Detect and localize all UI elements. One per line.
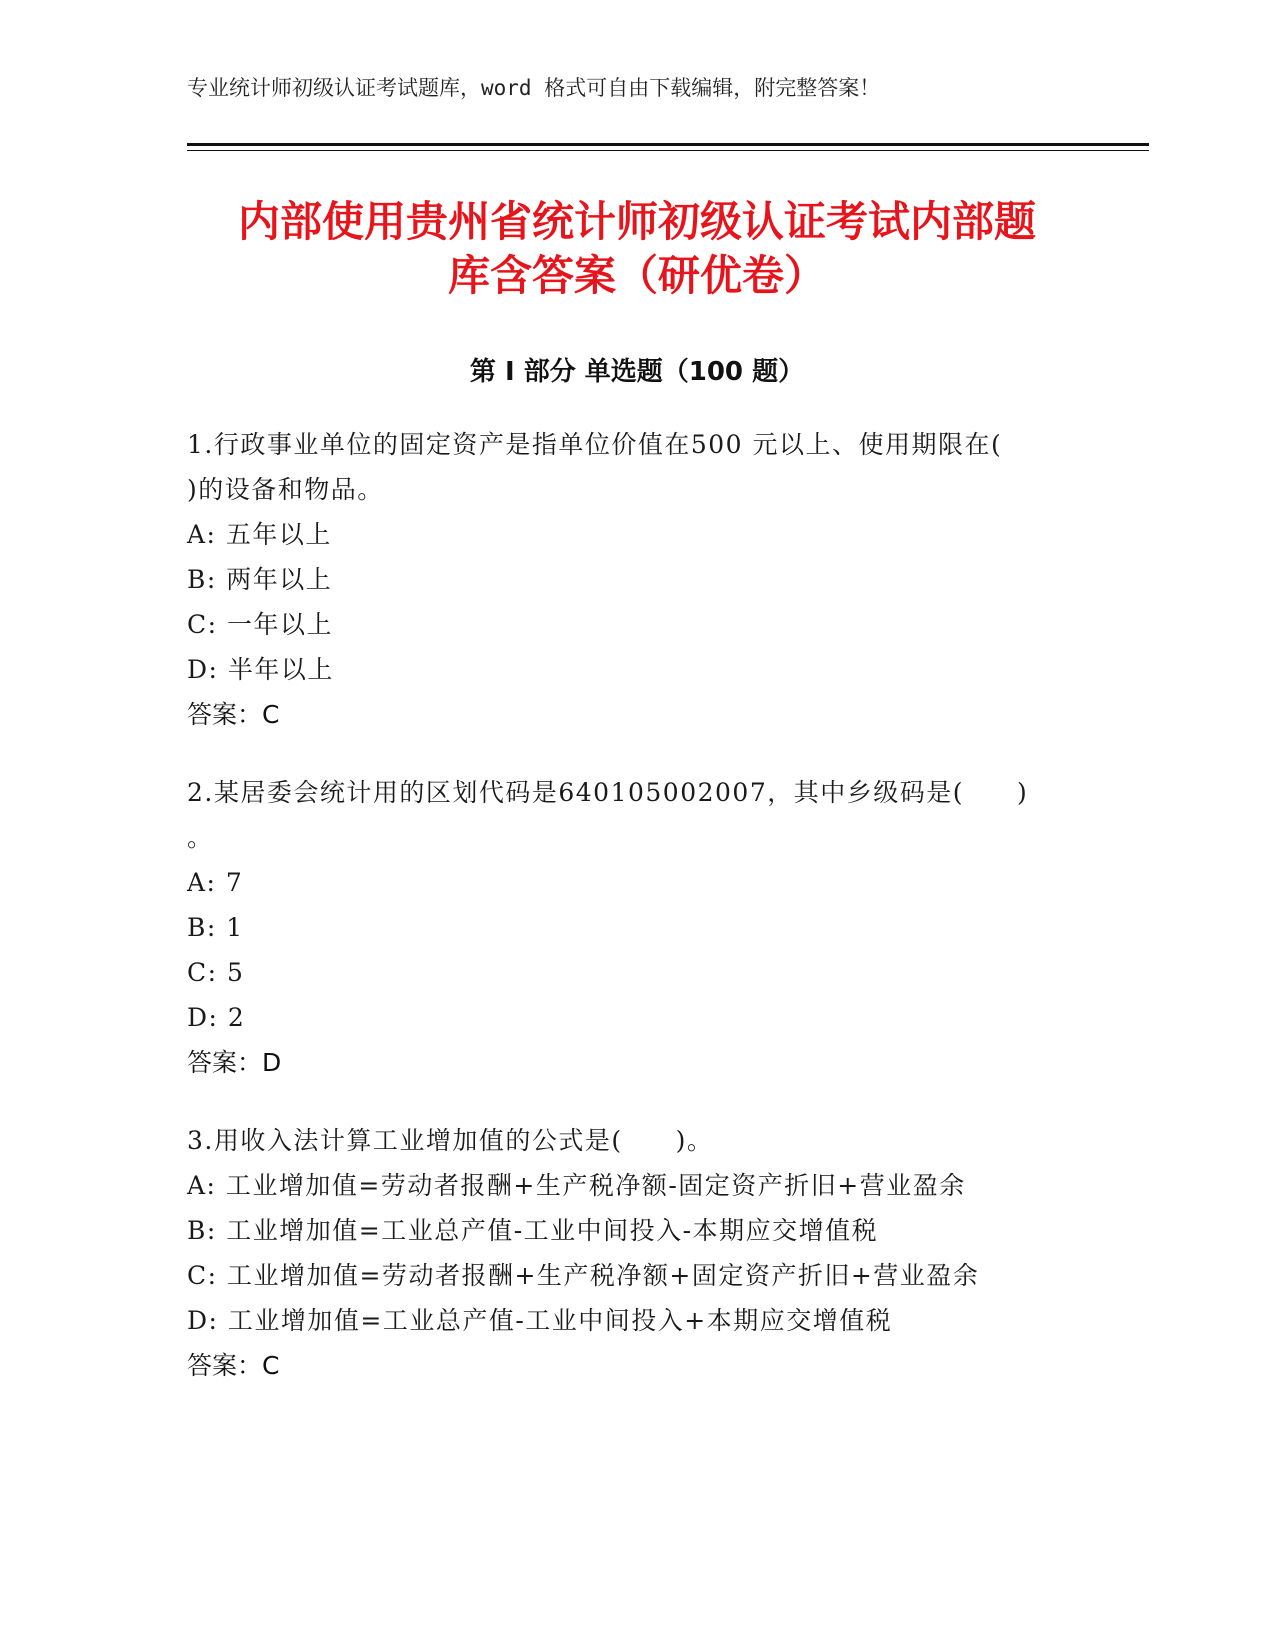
question-3-answer: 答案：C	[187, 1351, 280, 1380]
header-rule-thin	[187, 150, 1149, 151]
question-2-option-a: A: 7	[187, 868, 244, 897]
header-note: 专业统计师初级认证考试题库，word 格式可自由下载编辑，附完整答案！	[187, 76, 881, 100]
question-3-option-d: D: 工业增加值=工业总产值-工业中间投入+本期应交增值税	[187, 1306, 893, 1335]
question-1-option-c: C: 一年以上	[187, 610, 333, 639]
question-2-stem-line1: 2.某居委会统计用的区划代码是640105002007，其中乡级码是( )	[187, 778, 1029, 807]
question-2-stem-line2: 。	[187, 823, 214, 852]
question-3-option-b: B: 工业增加值=工业总产值-工业中间投入-本期应交增值税	[187, 1216, 879, 1245]
question-1-answer: 答案：C	[187, 700, 280, 729]
document-title-line2: 库含答案（研优卷）	[447, 251, 826, 300]
question-2-option-c: C: 5	[187, 958, 245, 987]
header-rule-thick	[187, 143, 1149, 146]
document-title-line1: 内部使用贵州省统计师初级认证考试内部题	[237, 197, 1036, 246]
question-1-stem-line2: )的设备和物品。	[187, 475, 384, 504]
question-2-option-d: D: 2	[187, 1003, 246, 1032]
question-1-option-d: D: 半年以上	[187, 655, 334, 684]
document-title	[187, 195, 1087, 303]
question-3-stem: 3.用收入法计算工业增加值的公式是( )。	[187, 1126, 714, 1155]
question-3	[187, 1118, 1087, 1388]
question-1-option-b: B: 两年以上	[187, 565, 333, 594]
question-2-answer: 答案：D	[187, 1048, 282, 1077]
question-2-stem	[187, 770, 1087, 860]
question-1-stem	[187, 422, 1087, 512]
question-2	[187, 770, 1087, 1085]
question-2-option-b: B: 1	[187, 913, 244, 942]
question-1-option-a: A: 五年以上	[187, 520, 332, 549]
question-1-stem-line1: 1.行政事业单位的固定资产是指单位价值在500 元以上、使用期限在(	[187, 430, 1003, 459]
question-1	[187, 422, 1087, 737]
question-3-option-c: C: 工业增加值=劳动者报酬+生产税净额+固定资产折旧+营业盈余	[187, 1261, 980, 1290]
question-3-option-a: A: 工业增加值=劳动者报酬+生产税净额-固定资产折旧+营业盈余	[187, 1171, 966, 1200]
section-title: 第 I 部分 单选题（100 题）	[469, 357, 805, 387]
